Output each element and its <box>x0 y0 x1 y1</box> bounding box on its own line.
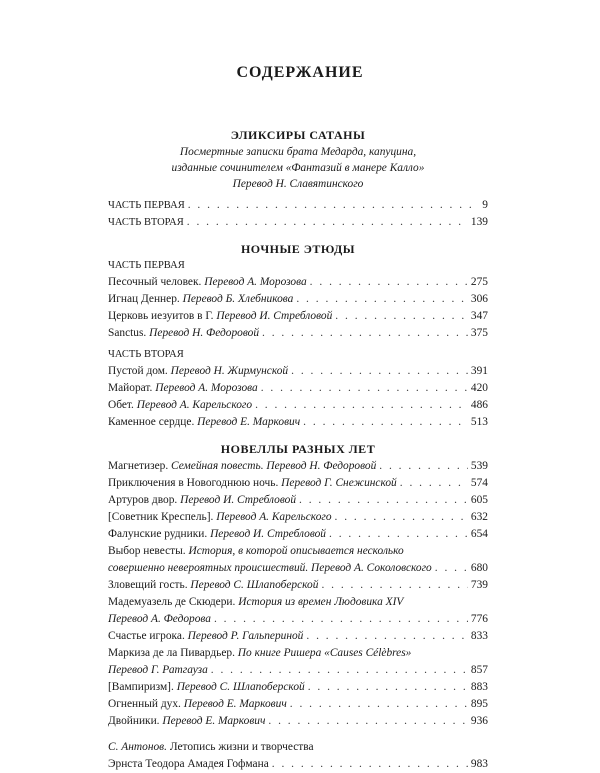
page-number: 9 <box>482 199 488 211</box>
page-number: 275 <box>470 276 488 288</box>
entry-credit: Перевод Н. Жирмунской <box>170 365 289 377</box>
entry-credit: Перевод А. Карельского <box>216 511 332 523</box>
entry-title: Пустой дом. <box>108 365 168 377</box>
toc-entry[interactable] <box>108 696 488 713</box>
toc-entry-scuderi[interactable]: Мадемуазель де Скюдери. История из времен Людовика XIV Перевод А. Федорова . . . 776 <box>108 594 488 628</box>
entry-title: Каменное сердце. <box>108 416 195 428</box>
page-number: 306 <box>470 293 488 305</box>
part-label: ЧАСТЬ ПЕРВАЯ <box>108 260 185 271</box>
entry-credit: Перевод Е. Маркович <box>197 416 301 428</box>
toc-entry[interactable]: ЧАСТЬ ПЕРВАЯ . . . 9 <box>108 197 488 214</box>
toc-entry[interactable] <box>108 492 488 509</box>
toc-entry[interactable]: ЧАСТЬ ВТОРАЯ . . . 139 <box>108 214 488 231</box>
entry-title: Огненный дух. <box>108 698 181 710</box>
page-number: 513 <box>470 416 488 428</box>
page-number: 375 <box>470 327 488 339</box>
entry-title: Приключения в Новогоднюю ночь. <box>108 477 279 489</box>
page-number: 833 <box>470 630 488 642</box>
entry-title: Фалунские рудники. <box>108 528 208 540</box>
toc-body <box>108 126 488 773</box>
page-number: 776 <box>470 613 488 625</box>
page-number: 539 <box>470 460 488 472</box>
part-label: ЧАСТЬ ВТОРАЯ <box>108 349 184 360</box>
toc-entry[interactable] <box>108 509 488 526</box>
toc-entry[interactable] <box>108 291 488 308</box>
toc-entry[interactable] <box>108 308 488 325</box>
toc-entry[interactable] <box>108 679 488 696</box>
entry-credit: Перевод Б. Хлебникова <box>182 293 294 305</box>
toc-entry[interactable] <box>108 414 488 431</box>
toc-entry[interactable] <box>108 397 488 414</box>
page-number: 605 <box>470 494 488 506</box>
entry-title: Двойники. <box>108 715 160 727</box>
entry-credit: Семейная повесть. Перевод Н. Федоровой <box>171 460 377 472</box>
entry-credit: Перевод А. Морозова <box>155 382 258 394</box>
entry-title: Песочный человек. <box>108 276 202 288</box>
page-title: СОДЕРЖАНИЕ <box>236 64 364 81</box>
page-number: 936 <box>470 715 488 727</box>
entry-credit: Перевод Г. Снежинской <box>281 477 397 489</box>
section-title-novellas: НОВЕЛЛЫ РАЗНЫХ ЛЕТ <box>220 442 376 456</box>
section-title-elixirs: ЭЛИКСИРЫ САТАНЫ <box>230 128 366 142</box>
entry-credit: Перевод А. Морозова <box>204 276 307 288</box>
page-number: 883 <box>470 681 488 693</box>
entry-title: Магнетизер. <box>108 460 169 472</box>
entry-title: Sanctus. <box>108 327 147 339</box>
page-number: 895 <box>470 698 488 710</box>
toc-entry[interactable]: Счастье игрока. Перевод Р. Гальпериной . . . 833 <box>108 628 488 645</box>
toc-entry-chronicle[interactable]: С. Антонов. Летопись жизни и творчества Эрнста Теодора Амадея Гофмана . . . 983 <box>108 739 488 773</box>
toc-entry[interactable] <box>108 526 488 543</box>
entry-title: Майорат. <box>108 382 153 394</box>
page-number: 857 <box>470 664 488 676</box>
page-number: 347 <box>470 310 488 322</box>
page-number: 983 <box>470 758 488 770</box>
toc-entry[interactable] <box>108 325 488 342</box>
page-number: 486 <box>470 399 488 411</box>
page-number: 420 <box>470 382 488 394</box>
elixirs-translator: Перевод Н. Славятинского <box>232 178 364 190</box>
page-number: 391 <box>470 365 488 377</box>
toc-entry[interactable] <box>108 380 488 397</box>
page-number: 654 <box>470 528 488 540</box>
page-number: 680 <box>470 562 488 574</box>
entry-credit: Перевод А. Карельского <box>136 399 253 411</box>
entry-title: Обет. <box>108 399 134 411</box>
toc-entry[interactable] <box>108 274 488 291</box>
entry-title: Церковь иезуитов в Г. <box>108 310 214 322</box>
entry-credit: Перевод С. Шлапоберской <box>176 681 305 693</box>
toc-entry[interactable] <box>108 475 488 492</box>
entry-credit: Перевод И. Стребловой <box>216 310 333 322</box>
page-number: 739 <box>470 579 488 591</box>
elixirs-subtitle-1: Посмертные записки брата Медарда, капуцина, <box>179 146 417 158</box>
entry-credit: Перевод Е. Маркович <box>183 698 287 710</box>
elixirs-subtitle-2: изданные сочинителем «Фантазий в манере Калло» <box>171 162 425 174</box>
entry-credit: Перевод И. Стребловой <box>180 494 297 506</box>
entry-credit: Перевод И. Стребловой <box>210 528 326 540</box>
entry-title: Игнац Деннер. <box>108 293 180 305</box>
section-title-night: НОЧНЫЕ ЭТЮДЫ <box>240 242 356 256</box>
entry-title: [Вампиризм]. <box>108 681 174 693</box>
entry-title: Артуров двор. <box>108 494 178 506</box>
toc-entry-marquise[interactable]: Маркиза де ла Пивардьер. По книге Ришера «Causes Célèbres» Перевод Г. Ратгауза . . . 857 <box>108 645 488 679</box>
toc-entry[interactable] <box>108 713 488 730</box>
page-number: 574 <box>470 477 488 489</box>
toc-entry[interactable] <box>108 363 488 380</box>
entry-title: [Советник Креспель]. <box>108 511 214 523</box>
toc-entry-bride[interactable]: Выбор невесты. История, в которой описывается несколько совершенно невероятных происшествий. Перевод А. Соколовского . . . 680 <box>108 543 488 577</box>
toc-entry[interactable]: Зловещий гость. Перевод С. Шлапоберской . . . 739 <box>108 577 488 594</box>
page-number: 632 <box>470 511 488 523</box>
page-number: 139 <box>470 216 488 228</box>
toc-entry[interactable] <box>108 458 488 475</box>
entry-credit: Перевод Е. Маркович <box>162 715 266 727</box>
entry-credit: Перевод Н. Федоровой <box>149 327 260 339</box>
